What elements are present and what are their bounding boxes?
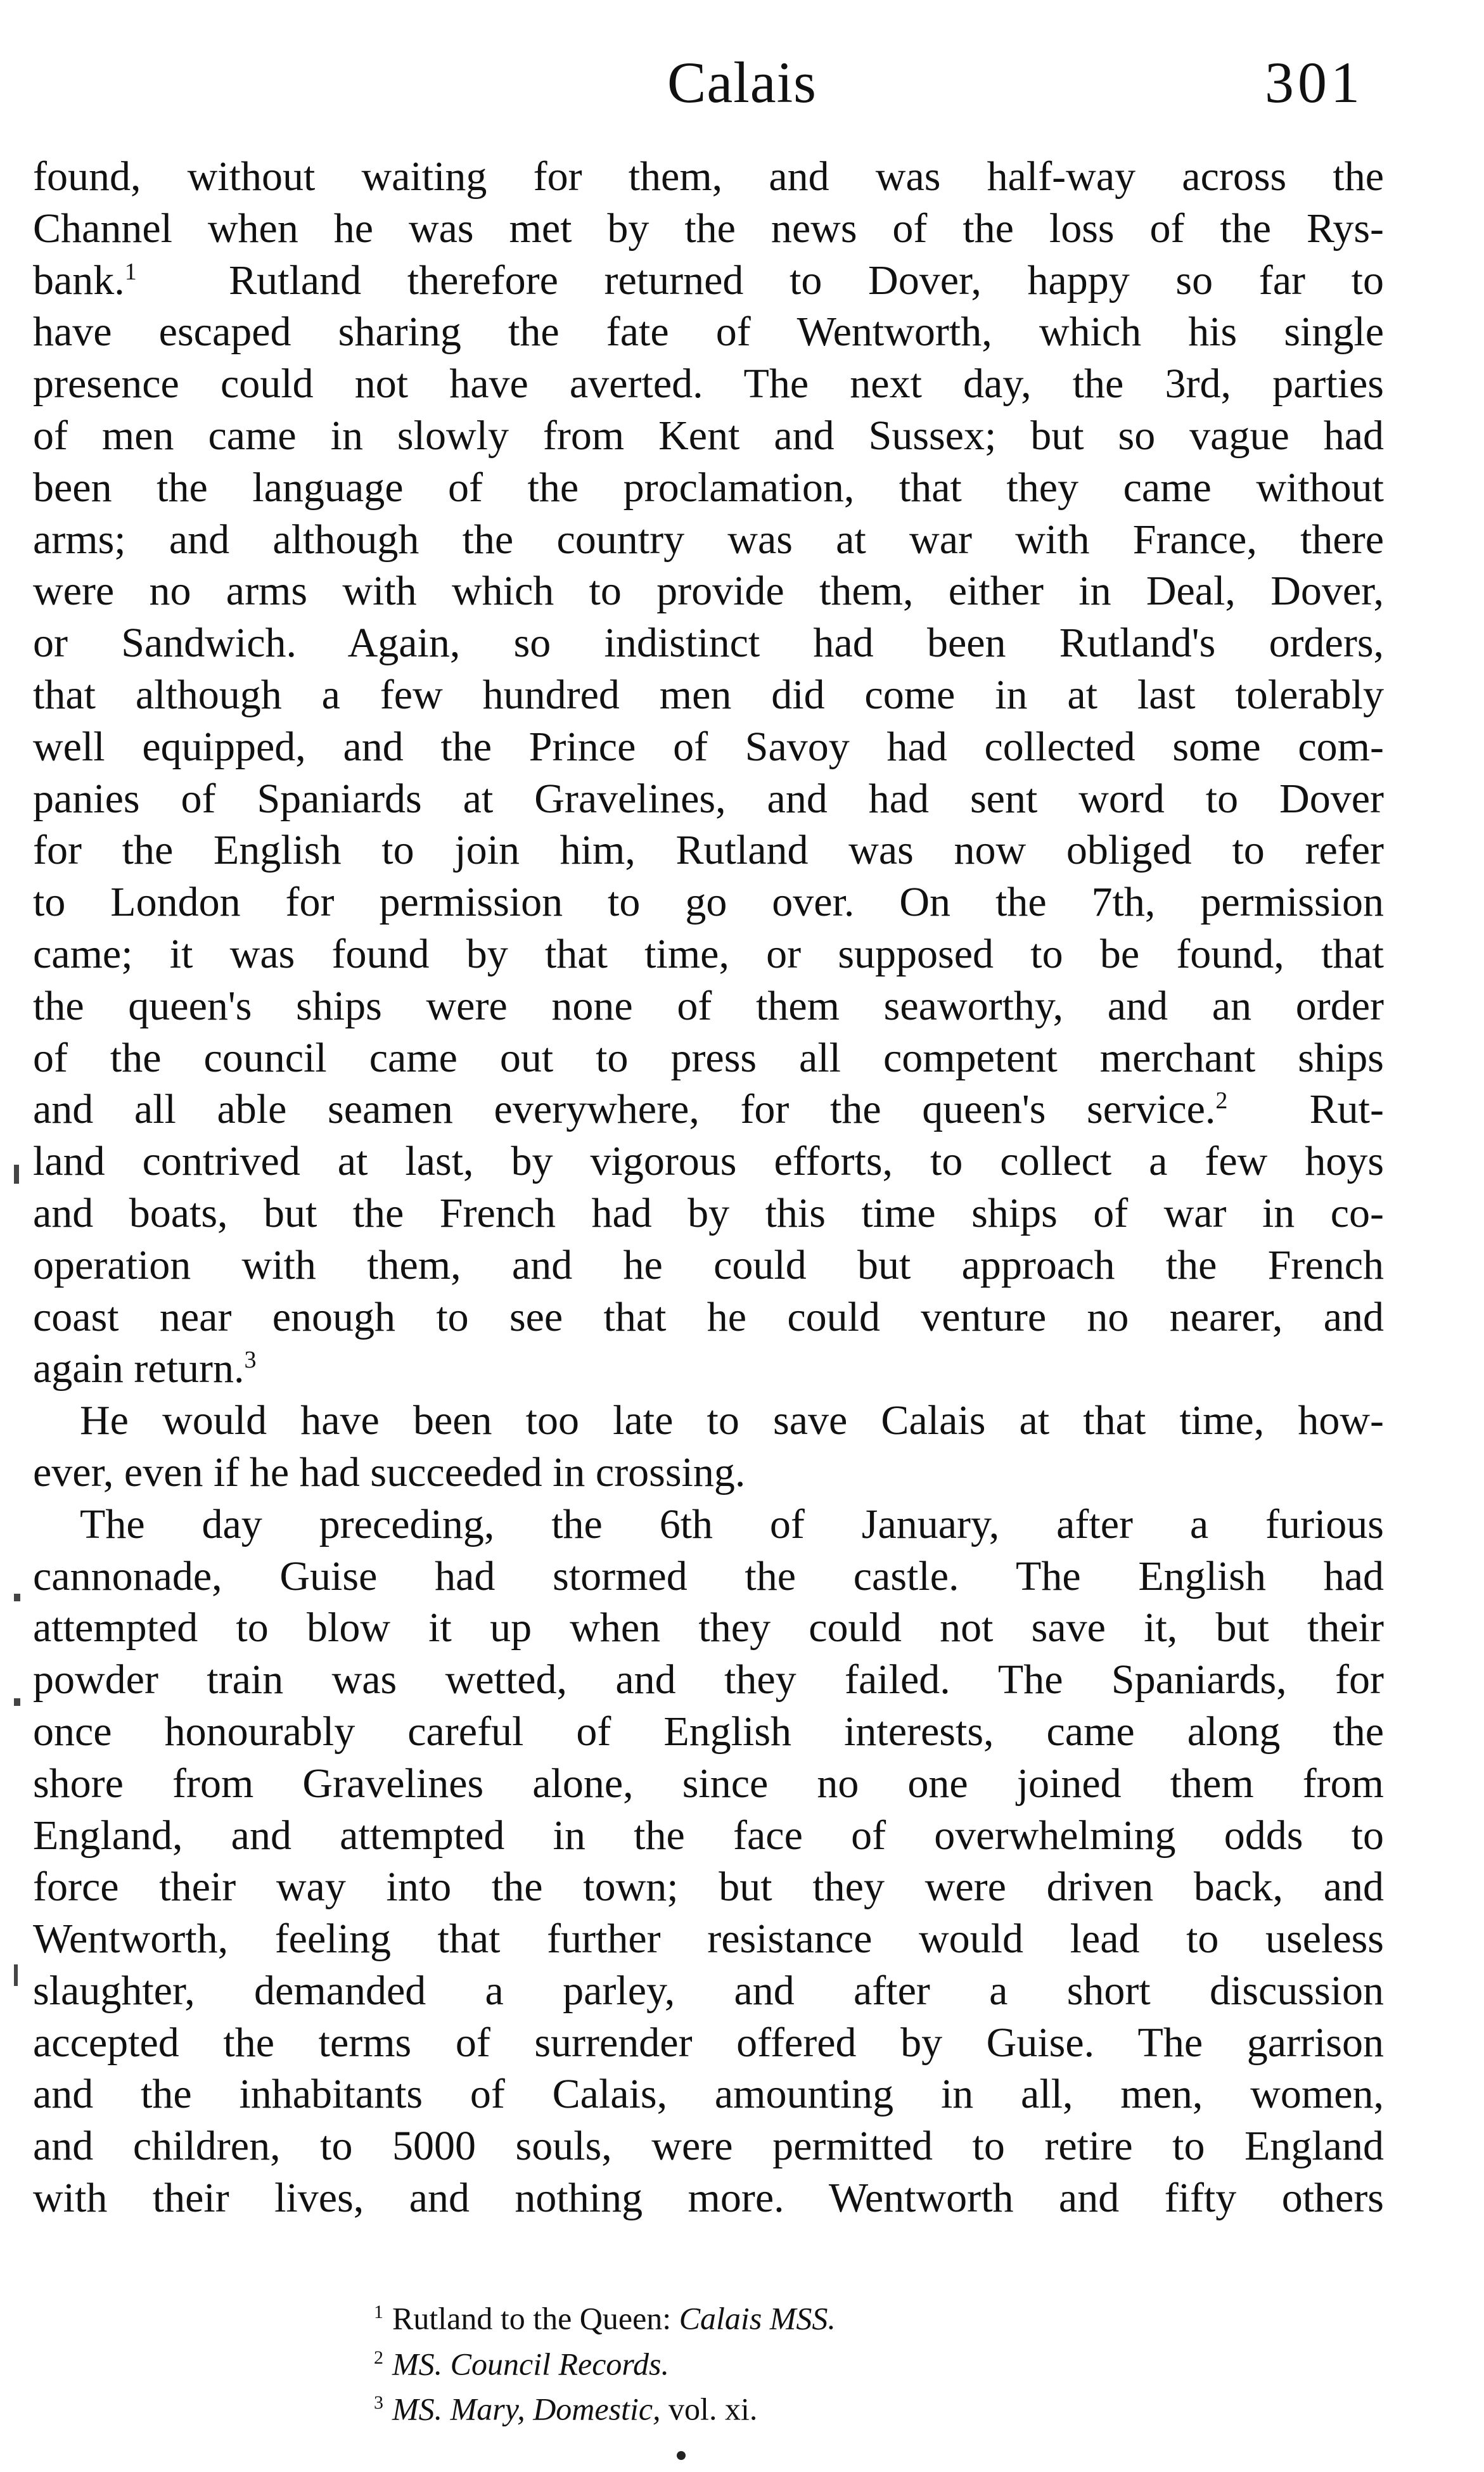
text-line: and boats, but the French had by this time ships of war in co- [33, 1189, 1384, 1236]
text-line: He would have been too late to save Calais at that time, how- [80, 1397, 1384, 1444]
body-text [33, 151, 1384, 2224]
footnotes [374, 2293, 1324, 2429]
footnote-2 [374, 2338, 1324, 2384]
text-line: Wentworth, feeling that further resistance would lead to useless [33, 1916, 1384, 1963]
text-line: panies of Spaniards at Gravelines, and had sent word to Dover [33, 775, 1384, 822]
footnote-text: vol. xi. [660, 2391, 758, 2427]
footnote-text: Rutland to the Queen: [392, 2300, 679, 2336]
footnote-ref: 3 [244, 1347, 257, 1374]
text-line: shore from Gravelines alone, since no one joined them from [33, 1760, 1384, 1807]
text-line: or Sandwich. Again, so indistinct had been Rutland's orders, [33, 620, 1384, 667]
text-line: and the inhabitants of Calais, amounting in all, men, women, [33, 2071, 1384, 2118]
text-line: England, and attempted in the face of overwhelming odds to [33, 1812, 1384, 1859]
margin-mark [14, 1594, 20, 1601]
footnote-ref: 1 [124, 258, 137, 285]
footnote-1 [374, 2293, 1324, 2338]
text-line: attempted to blow it up when they could not save it, but their [33, 1604, 1384, 1651]
text-line: that although a few hundred men did come in at last tolerably [33, 671, 1384, 718]
text-line [33, 1343, 1384, 1395]
text-line: were no arms with which to provide them, either in Deal, Dover, [33, 568, 1384, 615]
text-line: to London for permission to go over. On the 7th, permission [33, 879, 1384, 926]
text-line: for the English to join him, Rutland was now obliged to refer [33, 827, 1384, 874]
margin-mark [14, 1165, 19, 1184]
text-line: with their lives, and nothing more. Wentworth and fifty others [33, 2175, 1384, 2222]
text-line: force their way into the town; but they were driven back, and [33, 1864, 1384, 1911]
text-line: Channel when he was met by the news of the loss of the Rys- [33, 205, 1384, 252]
footnote-3 [374, 2383, 1324, 2429]
text-line: cannonade, Guise had stormed the castle. The English had [33, 1553, 1384, 1599]
text-line: been the language of the proclamation, that they came without [33, 464, 1384, 511]
text-line [33, 255, 1384, 307]
text-line: accepted the terms of surrender offered by Guise. The garrison [33, 2019, 1384, 2066]
text-line: and children, to 5000 souls, were permitted to retire to England [33, 2123, 1384, 2170]
text-line: operation with them, and he could but approach the French [33, 1241, 1384, 1288]
text-line: coast near enough to see that he could venture no nearer, and [33, 1293, 1384, 1340]
text-line: the queen's ships were none of them seaworthy, and an order [33, 982, 1384, 1029]
page-number: 301 [1265, 50, 1364, 115]
text-line: of men came in slowly from Kent and Sussex; but so vague had [33, 412, 1384, 459]
text-line [33, 1084, 1384, 1136]
text-run: Rutland therefore returned to Dover, happy so far to [229, 257, 1384, 304]
text-line: well equipped, and the Prince of Savoy had collected some com- [33, 723, 1384, 770]
paragraph-continued [33, 151, 1384, 1395]
footnote-marker: 2 [374, 2347, 383, 2368]
text-line: once honourably careful of English interests, came along the [33, 1708, 1384, 1755]
footnote-source: Calais MSS. [679, 2300, 836, 2336]
running-head [0, 44, 1484, 120]
text-line: land contrived at last, by vigorous efforts, to collect a few hoys [33, 1138, 1384, 1185]
footnote-source: MS. Mary, Domestic, [392, 2391, 661, 2427]
text-line: slaughter, demanded a parley, and after a short discussion [33, 1967, 1384, 2014]
text-line: The day preceding, the 6th of January, after a furious [80, 1501, 1384, 1547]
margin-mark [14, 1698, 20, 1706]
text-run: Rut- [1309, 1086, 1384, 1133]
text-line: of the council came out to press all competent merchant ships [33, 1034, 1384, 1081]
text-run: bank. [33, 257, 125, 304]
running-title: Calais [667, 50, 817, 115]
text-line: arms; and although the country was at war with France, there [33, 516, 1384, 563]
footnote-ref: 2 [1215, 1087, 1228, 1115]
footnote-marker: 1 [374, 2302, 383, 2322]
text-line: powder train was wetted, and they failed. The Spaniards, for [33, 1656, 1384, 1703]
text-line: found, without waiting for them, and was half-way across the [33, 153, 1384, 200]
text-run: and all able seamen everywhere, for the queen's service. [33, 1086, 1216, 1133]
text-run: again return. [33, 1345, 245, 1392]
text-line: ever, even if he had succeeded in crossing. [33, 1449, 746, 1495]
footnote-source: MS. Council Records. [392, 2346, 669, 2382]
paragraph [33, 1395, 1384, 1499]
footnote-marker: 3 [374, 2392, 383, 2414]
text-line: have escaped sharing the fate of Wentworth, which his single [33, 309, 1384, 355]
margin-mark [14, 1964, 18, 1986]
text-line: presence could not have averted. The next day, the 3rd, parties [33, 361, 1384, 407]
paragraph [33, 1499, 1384, 2224]
text-line: came; it was found by that time, or supposed to be found, that [33, 930, 1384, 977]
bottom-dot-mark [677, 2451, 686, 2460]
